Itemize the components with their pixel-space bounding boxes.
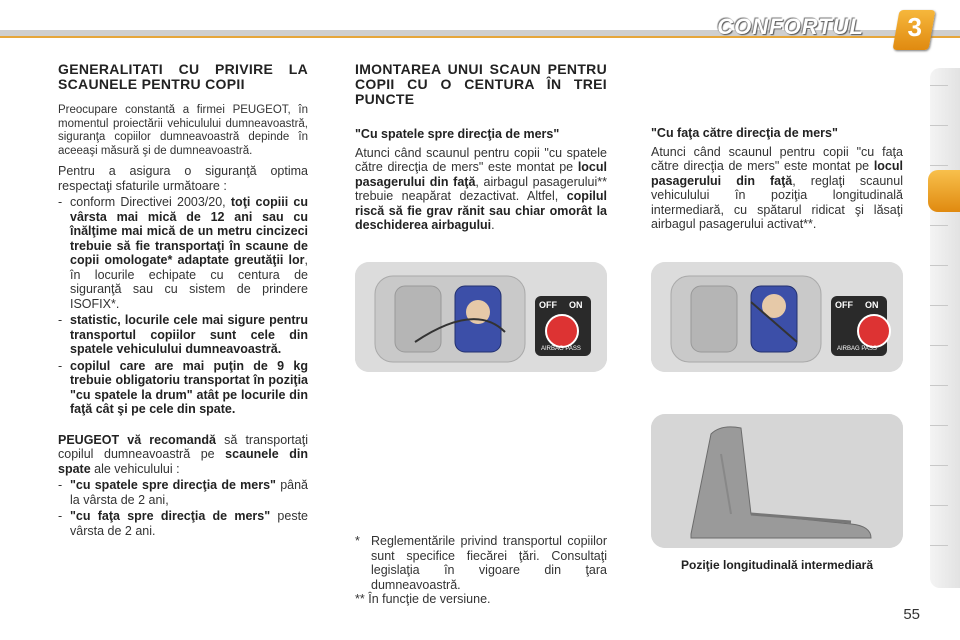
chapter-tab[interactable] bbox=[930, 545, 948, 546]
chapter-tab[interactable] bbox=[930, 465, 948, 466]
chapter-tab[interactable] bbox=[930, 305, 948, 306]
chapter-tab[interactable] bbox=[930, 165, 948, 166]
chapter-tab[interactable] bbox=[930, 225, 948, 226]
list-item: - "cu spatele spre direcţia de mers" până la vârsta de 2 ani, bbox=[58, 478, 308, 507]
advice-intro: Pentru a asigura o siguranţă optima respectaţi sfaturile următoare : bbox=[58, 164, 308, 193]
list-item: - "cu faţa spre direcţia de mers" peste vârsta de 2 ani. bbox=[58, 509, 308, 538]
seat-position-illustration bbox=[651, 414, 903, 548]
middle-column bbox=[355, 62, 607, 239]
recommendation: PEUGEOT vă recomandă să transportaţi copilul dumneavoastră pe scaunele din spate ale vehiculului : bbox=[58, 432, 308, 476]
chapter-tab[interactable] bbox=[930, 125, 948, 126]
forward-facing-text: Atunci când scaunul pentru copii "cu faţa către direcţia de mers" este montat pe locul pasagerului din faţă, reglaţi scaunul vehiculului în poziţia longitudinală intermediară, cu spătarul ridicat şi lăsaţi airbagul pasagerului activat**. bbox=[651, 144, 903, 231]
chapter-tab[interactable] bbox=[930, 505, 948, 506]
list-item: - copilul care are mai puţin de 9 kg trebuie obligatoriu transportat în poziţia "cu spatele la drum" atât pe locurile din faţă cât şi pe cele din spate. bbox=[58, 359, 308, 417]
chapter-tab[interactable] bbox=[930, 345, 948, 346]
chapter-tab[interactable] bbox=[930, 425, 948, 426]
middle-heading: IMONTAREA UNUI SCAUN PENTRU COPII CU O CENTURA ÎN TREI PUNCTE bbox=[355, 61, 607, 107]
chapter-number: 3 bbox=[907, 12, 922, 42]
recommendation-list bbox=[58, 478, 308, 538]
airbag-on-label: ON bbox=[569, 300, 583, 310]
chapter-tab[interactable] bbox=[930, 385, 948, 386]
airbag-off-label: OFF bbox=[835, 300, 853, 310]
rear-facing-text: Atunci când scaunul pentru copii "cu spatele către direcţia de mers" este montat pe locul pasagerului din faţă, airbagul pasagerului** trebuie neapărat dezactivat. Altfel, copilul riscă să fie grav rănit sau chiar omorât la deschiderea airbagului. bbox=[355, 145, 607, 232]
advice-list bbox=[58, 195, 308, 417]
airbag-pass-label: AIRBAG PASS bbox=[837, 346, 877, 352]
forward-facing-subheading: "Cu faţa către direcţia de mers" bbox=[651, 126, 838, 140]
left-column bbox=[58, 62, 308, 540]
chapter-tabs-strip bbox=[930, 68, 960, 588]
list-item: - conform Directivei 2003/20, toţi copiii cu vârsta mai mică de 12 ani sau cu înălţime mai mică de un metru cincizeci trebuie să fie transportaţi în scaune de copii omologate* adaptate greutăţii lor, în locurile echipate cu centura de siguranţă sau cu sistem de prindere ISOFIX*. bbox=[58, 195, 308, 311]
forward-facing-seat-illustration bbox=[651, 262, 903, 372]
seat-position-caption: Poziţie longitudinală intermediară bbox=[680, 558, 874, 572]
chapter-tab[interactable] bbox=[930, 85, 948, 86]
chapter-tab[interactable] bbox=[930, 265, 948, 266]
intro-paragraph: Preocupare constantă a firmei PEUGEOT, în momentul proiectării vehiculului dumneavoastră, siguranţa copiilor dumneavoastră depinde în aceeaşi măsură şi de dumneavoastră. bbox=[58, 104, 308, 157]
rear-facing-seat-illustration bbox=[355, 262, 607, 372]
chapter-tab-active[interactable] bbox=[928, 170, 960, 212]
airbag-switch-icon bbox=[545, 314, 579, 348]
rear-facing-subheading: "Cu spatele spre direcţia de mers" bbox=[355, 127, 560, 141]
left-heading: GENERALITATI CU PRIVIRE LA SCAUNELE PENTRU COPII bbox=[58, 61, 308, 92]
page-number: 55 bbox=[903, 606, 920, 623]
right-column bbox=[651, 126, 903, 238]
footnote-1: * Reglementările privind transportul copiilor sunt specifice fiecărei ţări. Consultaţi legislaţia în vigoare din ţara dumneavoastră. bbox=[355, 534, 607, 592]
airbag-switch-icon bbox=[857, 314, 891, 348]
footnote-2: ** În funcţie de versiune. bbox=[355, 592, 491, 606]
page-title: CONFORTUL bbox=[717, 14, 864, 39]
airbag-on-label: ON bbox=[865, 300, 879, 310]
airbag-pass-label: AIRBAG PASS bbox=[541, 346, 581, 352]
airbag-off-label: OFF bbox=[539, 300, 557, 310]
list-item: - statistic, locurile cele mai sigure pentru transportul copiilor sunt cele din spatele vehiculului dumneavoastră. bbox=[58, 313, 308, 357]
